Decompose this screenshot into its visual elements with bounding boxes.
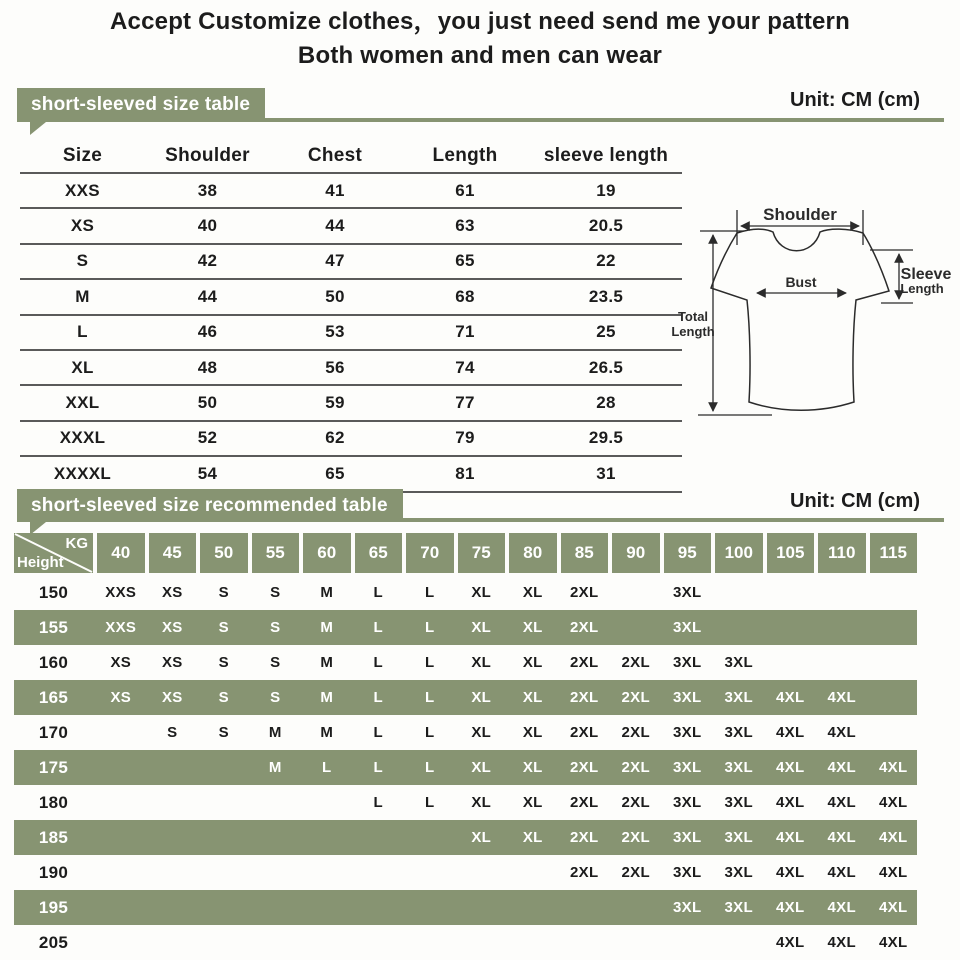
recommended-size-cell: 4XL bbox=[827, 899, 856, 916]
size-table-cell: 23.5 bbox=[588, 286, 624, 306]
section1-badge-tail bbox=[30, 122, 46, 135]
recommended-size-cell: M bbox=[320, 654, 334, 671]
size-table-column-header: Chest bbox=[307, 144, 363, 166]
recommended-header-row bbox=[14, 533, 917, 573]
recommended-size-cell: 4XL bbox=[776, 794, 805, 811]
size-table-cell: 46 bbox=[197, 322, 218, 342]
recommended-size-cell: L bbox=[373, 724, 383, 741]
size-table-cell: 74 bbox=[455, 357, 475, 377]
size-table-cell: 19 bbox=[596, 180, 616, 200]
height-label: 175 bbox=[38, 757, 69, 777]
total-length-label-line2: Length bbox=[671, 324, 715, 339]
size-table-cell: 71 bbox=[455, 322, 475, 342]
recommended-table-row bbox=[14, 610, 917, 645]
recommended-size-cell bbox=[252, 925, 300, 960]
recommended-table-row bbox=[14, 855, 917, 890]
recommended-size-cell: L bbox=[373, 584, 383, 601]
recommended-size-cell bbox=[767, 645, 815, 680]
recommended-table-badge: short-sleeved size recommended table bbox=[17, 489, 403, 522]
recommended-size-cell: 2XL bbox=[570, 619, 599, 636]
recommended-size-cell: XL bbox=[522, 584, 543, 601]
recommended-size-cell: XL bbox=[471, 759, 492, 776]
shoulder-label: Shoulder bbox=[763, 205, 837, 224]
tshirt-measurement-diagram bbox=[660, 188, 960, 450]
recommended-size-cell bbox=[149, 925, 197, 960]
size-table-cell: 42 bbox=[197, 251, 218, 271]
total-length-label-line1: Total bbox=[677, 309, 709, 324]
recommended-size-cell bbox=[715, 610, 763, 645]
recommended-size-cell bbox=[252, 785, 300, 820]
recommended-size-cell bbox=[818, 575, 866, 610]
section1-divider-line bbox=[263, 118, 944, 122]
recommended-size-cell: 3XL bbox=[724, 794, 753, 811]
recommended-size-cell bbox=[252, 855, 300, 890]
recommended-table-row bbox=[14, 820, 917, 855]
recommended-size-cell: 2XL bbox=[570, 724, 599, 741]
recommended-size-cell: XL bbox=[471, 689, 492, 706]
size-table-cell: 29.5 bbox=[588, 428, 624, 448]
recommended-size-cell bbox=[406, 925, 454, 960]
tshirt-outline bbox=[711, 229, 889, 410]
recommended-size-cell: XXS bbox=[105, 619, 137, 636]
recommended-table-body bbox=[14, 575, 917, 960]
unit-label-1: Unit: CM (cm) bbox=[790, 89, 920, 111]
recommended-size-cell: 2XL bbox=[621, 829, 650, 846]
size-table-cell: 31 bbox=[596, 463, 616, 483]
recommended-size-cell: L bbox=[373, 619, 383, 636]
height-label: 155 bbox=[38, 617, 69, 637]
size-table-column-header: Length bbox=[432, 144, 498, 166]
size-table-cell: 50 bbox=[325, 286, 345, 306]
recommended-size-cell bbox=[200, 785, 248, 820]
weight-column-header: 115 bbox=[870, 533, 918, 573]
recommended-size-cell: 4XL bbox=[776, 759, 805, 776]
recommended-size-cell bbox=[97, 715, 145, 750]
recommended-size-cell: XS bbox=[110, 654, 132, 671]
size-table-cell: 79 bbox=[455, 428, 475, 448]
height-label: 160 bbox=[38, 652, 69, 672]
size-table-cell: L bbox=[77, 322, 88, 342]
recommended-size-cell bbox=[200, 820, 248, 855]
recommended-size-cell: M bbox=[268, 724, 282, 741]
recommended-size-cell: 2XL bbox=[570, 654, 599, 671]
recommended-size-cell: M bbox=[320, 619, 334, 636]
recommended-size-cell: 4XL bbox=[827, 934, 856, 951]
recommended-size-cell: XL bbox=[522, 689, 543, 706]
recommended-size-cell bbox=[406, 890, 454, 925]
size-table-cell: XXS bbox=[65, 180, 100, 200]
recommended-size-cell: XS bbox=[161, 689, 183, 706]
recommended-size-cell: 3XL bbox=[673, 654, 702, 671]
recommended-size-cell bbox=[458, 890, 506, 925]
recommended-size-cell: 4XL bbox=[776, 829, 805, 846]
recommended-table-row bbox=[14, 575, 917, 610]
height-label: 185 bbox=[38, 827, 69, 847]
weight-column-header: 110 bbox=[818, 533, 866, 573]
recommended-size-cell bbox=[612, 890, 660, 925]
recommended-table-row bbox=[14, 890, 917, 925]
recommended-size-cell: L bbox=[373, 759, 383, 776]
height-label: 190 bbox=[38, 862, 69, 882]
recommended-size-cell: 4XL bbox=[827, 759, 856, 776]
size-table-cell: 38 bbox=[197, 180, 218, 200]
size-table-cell: XXXL bbox=[59, 428, 106, 448]
recommended-size-cell: 3XL bbox=[673, 794, 702, 811]
recommended-size-cell: S bbox=[270, 584, 281, 601]
weight-column-header: 45 bbox=[149, 533, 197, 573]
recommended-table-row bbox=[14, 715, 917, 750]
recommended-size-cell bbox=[355, 925, 403, 960]
recommended-size-cell bbox=[303, 785, 351, 820]
size-table-cell: 68 bbox=[455, 286, 475, 306]
height-label: 170 bbox=[38, 722, 69, 742]
recommended-size-cell: 4XL bbox=[879, 899, 908, 916]
recommended-size-cell bbox=[612, 925, 660, 960]
recommended-size-cell bbox=[97, 855, 145, 890]
recommended-size-cell bbox=[664, 925, 712, 960]
recommended-size-cell: XS bbox=[161, 584, 183, 601]
size-table-column-header: Shoulder bbox=[165, 144, 250, 166]
recommended-size-cell bbox=[818, 645, 866, 680]
recommended-size-cell: 3XL bbox=[724, 689, 753, 706]
recommended-table-row bbox=[14, 925, 917, 960]
recommended-size-cell bbox=[303, 890, 351, 925]
recommended-size-cell bbox=[97, 750, 145, 785]
recommended-size-cell: 2XL bbox=[570, 794, 599, 811]
size-table-cell: 48 bbox=[197, 357, 218, 377]
weight-column-header: 105 bbox=[767, 533, 815, 573]
recommended-size-cell bbox=[97, 820, 145, 855]
recommended-size-cell bbox=[97, 890, 145, 925]
recommended-size-cell: 2XL bbox=[621, 654, 650, 671]
recommended-size-cell: S bbox=[270, 654, 281, 671]
size-table-cell: 26.5 bbox=[588, 357, 624, 377]
recommended-size-cell: 2XL bbox=[570, 759, 599, 776]
recommended-size-cell: M bbox=[268, 759, 282, 776]
recommended-size-cell: S bbox=[218, 654, 229, 671]
recommended-size-cell bbox=[715, 925, 763, 960]
size-table-cell: 44 bbox=[325, 216, 345, 236]
recommended-size-cell bbox=[200, 855, 248, 890]
recommended-size-cell bbox=[509, 925, 557, 960]
recommended-size-cell: S bbox=[167, 724, 178, 741]
size-table-cell: XXL bbox=[65, 393, 100, 413]
recommended-size-cell bbox=[612, 610, 660, 645]
recommended-size-cell: 3XL bbox=[673, 689, 702, 706]
recommended-size-cell: S bbox=[218, 619, 229, 636]
recommended-size-cell: XL bbox=[471, 829, 492, 846]
recommended-size-cell: XL bbox=[471, 794, 492, 811]
size-table-column-header: sleeve length bbox=[543, 144, 669, 166]
recommended-size-cell: 3XL bbox=[673, 584, 702, 601]
weight-column-header: 90 bbox=[612, 533, 660, 573]
recommended-size-cell: 3XL bbox=[673, 759, 702, 776]
recommended-size-cell bbox=[200, 750, 248, 785]
recommended-size-cell: 2XL bbox=[570, 829, 599, 846]
weight-column-header: 60 bbox=[303, 533, 351, 573]
recommended-size-cell: L bbox=[425, 654, 435, 671]
size-table-cell: 41 bbox=[325, 180, 345, 200]
recommended-size-cell bbox=[870, 715, 918, 750]
size-table-row bbox=[20, 422, 682, 457]
tshirt-diagram-svg bbox=[660, 188, 960, 450]
recommended-size-cell bbox=[355, 820, 403, 855]
recommended-size-cell: 3XL bbox=[724, 724, 753, 741]
size-table-row bbox=[20, 174, 682, 209]
recommended-size-cell bbox=[509, 890, 557, 925]
recommended-size-cell bbox=[355, 855, 403, 890]
size-table-row bbox=[20, 280, 682, 315]
recommended-size-cell bbox=[458, 855, 506, 890]
size-table-cell: 28 bbox=[596, 393, 616, 413]
recommended-size-cell bbox=[870, 575, 918, 610]
recommended-size-cell: L bbox=[425, 759, 435, 776]
recommended-size-cell: 4XL bbox=[879, 759, 908, 776]
size-table-cell: M bbox=[75, 286, 90, 306]
recommended-size-cell: 4XL bbox=[776, 934, 805, 951]
recommended-size-cell bbox=[870, 610, 918, 645]
weight-column-header: 75 bbox=[458, 533, 506, 573]
recommended-size-cell: 4XL bbox=[776, 864, 805, 881]
recommended-size-cell bbox=[303, 925, 351, 960]
recommended-size-cell bbox=[715, 575, 763, 610]
recommended-size-cell bbox=[509, 855, 557, 890]
sleeve-length-label-line2: Length bbox=[900, 281, 944, 296]
recommended-size-cell bbox=[303, 855, 351, 890]
recommended-size-cell: 2XL bbox=[621, 864, 650, 881]
height-label: 195 bbox=[38, 897, 69, 917]
recommended-size-cell: L bbox=[425, 584, 435, 601]
recommended-size-cell: 4XL bbox=[776, 899, 805, 916]
size-table-cell: 20.5 bbox=[588, 216, 624, 236]
recommended-size-cell: M bbox=[320, 724, 334, 741]
recommended-size-cell: XS bbox=[161, 654, 183, 671]
recommended-size-cell bbox=[149, 785, 197, 820]
size-table-cell: 63 bbox=[455, 216, 475, 236]
recommended-size-cell: XL bbox=[522, 724, 543, 741]
size-table-row bbox=[20, 209, 682, 244]
recommended-size-cell: 3XL bbox=[673, 864, 702, 881]
height-label: 150 bbox=[38, 582, 69, 602]
size-table-cell: 77 bbox=[455, 393, 475, 413]
size-table-row bbox=[20, 245, 682, 280]
size-table-row bbox=[20, 457, 682, 492]
bust-label: Bust bbox=[785, 274, 817, 290]
recommended-size-cell: 3XL bbox=[724, 829, 753, 846]
recommended-size-cell: 4XL bbox=[879, 829, 908, 846]
size-table-cell: 65 bbox=[325, 463, 345, 483]
size-table-cell: 65 bbox=[455, 251, 475, 271]
recommended-size-cell: XXS bbox=[105, 584, 137, 601]
size-table-row bbox=[20, 386, 682, 421]
title-line-2: Both women and men can wear bbox=[297, 42, 663, 69]
recommended-size-cell bbox=[252, 890, 300, 925]
recommended-size-cell: L bbox=[425, 724, 435, 741]
weight-column-header: 85 bbox=[561, 533, 609, 573]
recommended-size-cell: 4XL bbox=[879, 794, 908, 811]
recommended-size-cell: 4XL bbox=[827, 829, 856, 846]
recommended-size-cell: L bbox=[322, 759, 332, 776]
weight-column-header: 95 bbox=[664, 533, 712, 573]
recommended-size-cell bbox=[561, 890, 609, 925]
recommended-size-cell bbox=[149, 750, 197, 785]
size-table-row bbox=[20, 351, 682, 386]
section2-divider-line bbox=[401, 518, 944, 522]
recommended-size-cell bbox=[149, 820, 197, 855]
recommended-size-cell bbox=[767, 610, 815, 645]
recommended-size-cell: 2XL bbox=[570, 584, 599, 601]
recommended-size-cell: M bbox=[320, 689, 334, 706]
recommended-size-cell: 3XL bbox=[724, 759, 753, 776]
recommended-size-cell bbox=[458, 925, 506, 960]
recommended-size-cell bbox=[355, 890, 403, 925]
height-label: 165 bbox=[38, 687, 69, 707]
recommended-size-cell: M bbox=[320, 584, 334, 601]
recommended-size-cell: 4XL bbox=[776, 724, 805, 741]
weight-column-header: 40 bbox=[97, 533, 145, 573]
title-line-1: Accept Customize clothes，you just need send me your pattern bbox=[110, 8, 850, 35]
recommended-size-cell: L bbox=[425, 794, 435, 811]
recommended-size-cell bbox=[561, 925, 609, 960]
size-table-cell: 50 bbox=[197, 393, 218, 413]
size-table-cell: 52 bbox=[197, 428, 218, 448]
recommended-size-cell: 2XL bbox=[570, 689, 599, 706]
recommended-size-cell: XS bbox=[161, 619, 183, 636]
recommended-size-cell: 3XL bbox=[724, 864, 753, 881]
size-table-cell: S bbox=[76, 251, 89, 271]
recommended-size-cell: S bbox=[270, 619, 281, 636]
size-table-cell: 25 bbox=[596, 322, 616, 342]
corner-height-label: Height bbox=[17, 554, 64, 571]
recommended-size-cell: 4XL bbox=[776, 689, 805, 706]
size-table-cell: XS bbox=[70, 216, 95, 236]
size-table-cell: 81 bbox=[455, 463, 475, 483]
recommended-table-row bbox=[14, 750, 917, 785]
recommended-size-cell: 3XL bbox=[673, 899, 702, 916]
recommended-table-row bbox=[14, 645, 917, 680]
height-label: 180 bbox=[38, 792, 69, 812]
recommended-size-cell bbox=[406, 820, 454, 855]
size-table-cell: 44 bbox=[197, 286, 218, 306]
kg-height-corner-cell bbox=[14, 533, 93, 573]
recommended-size-cell bbox=[870, 645, 918, 680]
size-table-cell: 61 bbox=[455, 180, 475, 200]
recommended-size-cell bbox=[97, 925, 145, 960]
recommended-size-cell: 4XL bbox=[827, 724, 856, 741]
recommended-size-cell: L bbox=[373, 794, 383, 811]
recommended-size-cell: XL bbox=[522, 654, 543, 671]
recommended-size-cell: S bbox=[218, 689, 229, 706]
recommended-size-cell: XL bbox=[522, 619, 543, 636]
recommended-size-cell: 2XL bbox=[621, 689, 650, 706]
recommended-size-cell: 2XL bbox=[621, 794, 650, 811]
recommended-size-cell bbox=[252, 820, 300, 855]
recommended-size-cell: 4XL bbox=[827, 794, 856, 811]
recommended-size-cell: XS bbox=[110, 689, 132, 706]
recommended-size-cell bbox=[149, 890, 197, 925]
recommended-size-cell: 3XL bbox=[724, 899, 753, 916]
recommended-size-cell bbox=[767, 575, 815, 610]
recommended-size-cell: L bbox=[425, 619, 435, 636]
weight-column-header: 65 bbox=[355, 533, 403, 573]
recommended-size-cell: XL bbox=[522, 759, 543, 776]
size-table-header-row bbox=[20, 139, 682, 174]
size-table-column-header: Size bbox=[62, 144, 103, 166]
recommended-size-cell: 4XL bbox=[879, 934, 908, 951]
size-table-cell: XXXXL bbox=[53, 463, 112, 483]
recommended-size-cell: XL bbox=[522, 829, 543, 846]
recommended-size-cell: XL bbox=[471, 724, 492, 741]
recommended-size-cell bbox=[200, 925, 248, 960]
corner-kg-label: KG bbox=[65, 535, 88, 552]
height-label: 205 bbox=[38, 932, 69, 952]
unit-label-2: Unit: CM (cm) bbox=[790, 490, 920, 512]
recommended-size-cell bbox=[612, 575, 660, 610]
recommended-size-cell: 2XL bbox=[570, 864, 599, 881]
recommended-size-cell bbox=[303, 820, 351, 855]
recommended-size-cell: S bbox=[218, 584, 229, 601]
weight-column-header: 55 bbox=[252, 533, 300, 573]
weight-column-header: 100 bbox=[715, 533, 763, 573]
size-table-cell: 59 bbox=[325, 393, 345, 413]
recommended-size-cell bbox=[870, 680, 918, 715]
recommended-size-cell bbox=[818, 610, 866, 645]
recommended-size-cell: 3XL bbox=[673, 619, 702, 636]
size-table-cell: 53 bbox=[325, 322, 345, 342]
recommended-size-cell: XL bbox=[471, 619, 492, 636]
recommended-size-cell: XL bbox=[471, 584, 492, 601]
recommended-size-cell: S bbox=[270, 689, 281, 706]
weight-column-header: 50 bbox=[200, 533, 248, 573]
sleeve-length-label-line1: Sleeve bbox=[900, 266, 952, 283]
recommended-size-cell: 2XL bbox=[621, 724, 650, 741]
weight-column-header: 80 bbox=[509, 533, 557, 573]
recommended-size-cell: XL bbox=[522, 794, 543, 811]
size-table-cell: 40 bbox=[197, 216, 218, 236]
weight-column-header: 70 bbox=[406, 533, 454, 573]
recommended-table-row bbox=[14, 680, 917, 715]
recommended-size-cell: 2XL bbox=[621, 759, 650, 776]
recommended-size-cell: 3XL bbox=[673, 829, 702, 846]
recommended-size-cell: XL bbox=[471, 654, 492, 671]
size-table-cell: 22 bbox=[596, 251, 616, 271]
recommended-size-cell: 4XL bbox=[827, 689, 856, 706]
size-table-cell: 62 bbox=[325, 428, 345, 448]
recommended-size-cell bbox=[406, 855, 454, 890]
recommended-size-cell: S bbox=[218, 724, 229, 741]
size-table-cell: 54 bbox=[197, 463, 218, 483]
size-table-cell: XL bbox=[71, 357, 94, 377]
recommended-size-cell: L bbox=[373, 654, 383, 671]
recommended-size-cell bbox=[97, 785, 145, 820]
recommended-size-cell bbox=[200, 890, 248, 925]
size-table-cell: 56 bbox=[325, 357, 345, 377]
size-table-badge: short-sleeved size table bbox=[17, 88, 265, 122]
size-table-row bbox=[20, 316, 682, 351]
recommended-size-cell: 4XL bbox=[879, 864, 908, 881]
recommended-size-cell: L bbox=[373, 689, 383, 706]
recommended-size-cell: L bbox=[425, 689, 435, 706]
recommended-table-row bbox=[14, 785, 917, 820]
page-title bbox=[0, 5, 960, 73]
size-table bbox=[20, 139, 682, 493]
recommended-size-cell bbox=[149, 855, 197, 890]
recommended-size-cell: 3XL bbox=[673, 724, 702, 741]
recommended-size-cell: 4XL bbox=[827, 864, 856, 881]
recommended-size-cell: 3XL bbox=[724, 654, 753, 671]
size-table-cell: 47 bbox=[325, 251, 345, 271]
